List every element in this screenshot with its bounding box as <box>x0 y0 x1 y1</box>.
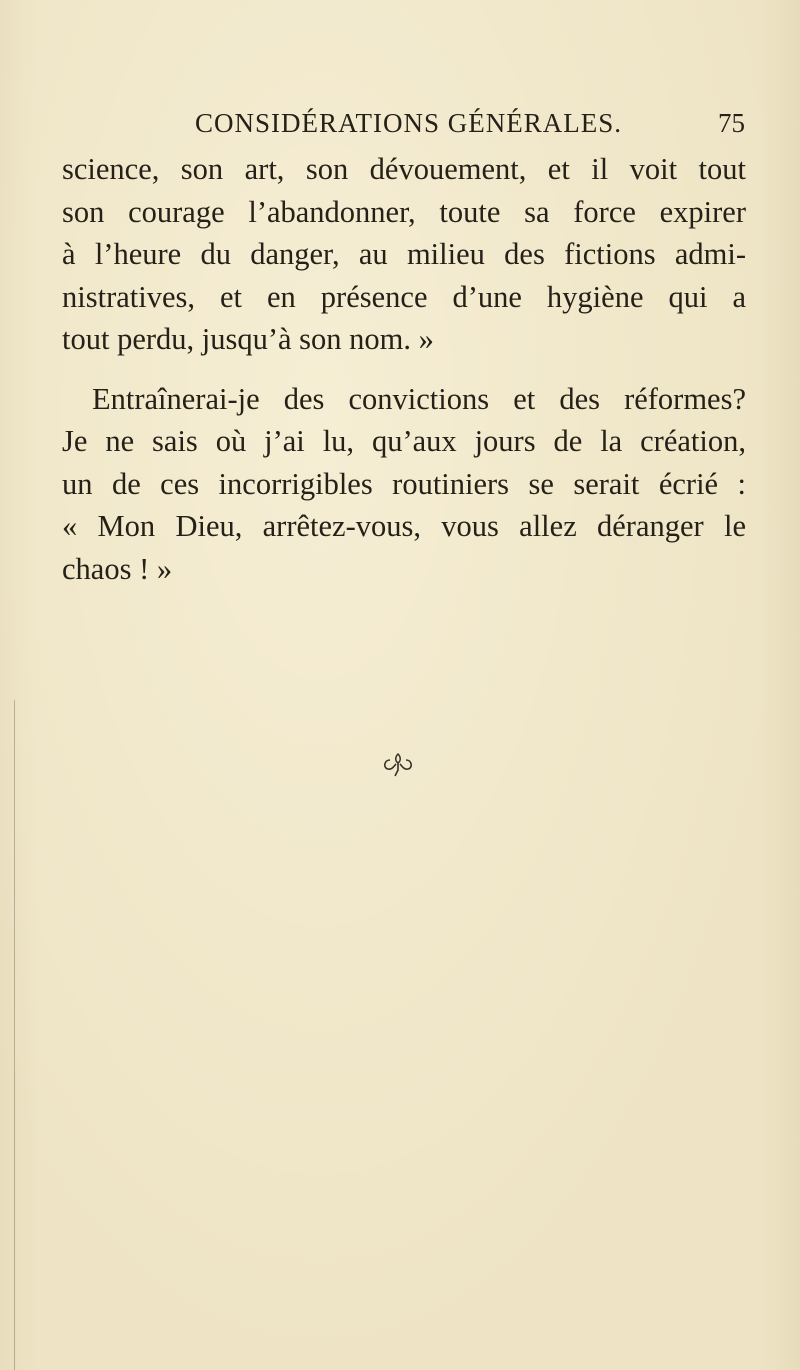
text-line: à l’heure du danger, au milieu des fictions admi- <box>62 237 746 271</box>
text-line: un de ces incorrigibles routiniers se serait écrié : <box>62 466 746 501</box>
running-header <box>195 108 745 144</box>
text-line: science, son art, son dévouement, et il voit tout <box>62 152 746 186</box>
fleuron-icon <box>378 752 418 778</box>
text-line: « Mon Dieu, arrêtez-vous, vous allez déranger le <box>62 509 746 543</box>
running-title: CONSIDÉRATIONS GÉNÉRALES. <box>195 108 623 138</box>
paragraph-1 <box>62 148 746 361</box>
text-line: tout perdu, jusqu’à son nom. » <box>62 322 434 356</box>
body-text <box>62 148 746 590</box>
text-line: son courage l’abandonner, toute sa force expirer <box>62 194 746 229</box>
text-line: Je ne sais où j’ai lu, qu’aux jours de la création, <box>62 424 746 458</box>
paragraph-2 <box>62 378 746 591</box>
text-line: Entraînerai-je des convictions et des réformes? <box>92 381 746 416</box>
page-edge-line <box>14 700 15 1370</box>
text-line: nistratives, et en présence d’une hygiène qui a <box>62 279 746 314</box>
page-number: 75 <box>718 108 745 138</box>
text-line: chaos ! » <box>62 551 173 586</box>
